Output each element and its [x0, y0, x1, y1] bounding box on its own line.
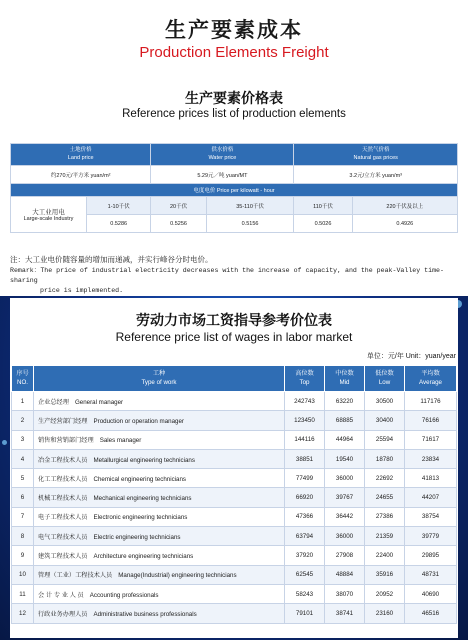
row-top: 79101: [285, 604, 325, 623]
row-number: 7: [12, 507, 34, 526]
row-number: 3: [12, 430, 34, 449]
land-price-header: 土地价格 Land price: [11, 144, 151, 166]
row-low: 27386: [365, 507, 405, 526]
row-type: [34, 604, 285, 623]
row-mid: 36000: [325, 527, 365, 546]
type-cn: 会 计 专 业 人 员: [38, 591, 84, 599]
row-avg: 23834: [405, 449, 457, 468]
row-low: 20952: [365, 584, 405, 603]
row-type: [34, 565, 285, 584]
row-number: 4: [12, 449, 34, 468]
row-top: 66920: [285, 488, 325, 507]
row-avg: 29895: [405, 546, 457, 565]
type-cn: 建筑工程技术人员: [38, 553, 88, 561]
row-type: [34, 449, 285, 468]
table-row: [12, 488, 457, 507]
table-row: [12, 449, 457, 468]
row-avg: 39779: [405, 527, 457, 546]
row-low: 22692: [365, 469, 405, 488]
row-type: [34, 411, 285, 430]
note-en-line1: Remark：The price of industrial electricity decreases with the increase of capacity, and the peak-Valley time-sharing: [10, 267, 444, 285]
row-top: 58243: [285, 584, 325, 603]
row-mid: 19540: [325, 449, 365, 468]
tier-label: 35-110千伏: [206, 197, 294, 215]
type-cn: 电气工程技术人员: [38, 533, 88, 541]
type-en: General manager: [74, 398, 124, 406]
row-mid: 63220: [325, 392, 365, 411]
wages-unit: 单位：元/年 Unit：yuan/year: [366, 353, 456, 360]
note-en-line2: price is implemented.: [40, 287, 124, 295]
row-low: 25594: [365, 430, 405, 449]
row-avg: 76166: [405, 411, 457, 430]
row-top: 144116: [285, 430, 325, 449]
row-type: [34, 392, 285, 411]
type-en: Accounting professionals: [89, 591, 159, 599]
type-en: Manage(Industrial) engineering technicians: [118, 572, 237, 580]
row-number: 8: [12, 527, 34, 546]
table-row: [12, 411, 457, 430]
page-subtitle: Production Elements Freight: [139, 44, 329, 61]
page-title: 生产要素成本: [165, 18, 303, 42]
row-top: 242743: [285, 392, 325, 411]
electric-price-header: 电度电价 Price per kilowatt - hour: [11, 184, 458, 197]
row-number: 11: [12, 584, 34, 603]
row-number: 10: [12, 565, 34, 584]
col-type: 工种 Type of work: [34, 366, 285, 392]
table-row: [12, 546, 457, 565]
row-low: 30500: [365, 392, 405, 411]
row-mid: 39767: [325, 488, 365, 507]
wages-table-body: [12, 392, 457, 624]
row-mid: 48884: [325, 565, 365, 584]
row-mid: 44964: [325, 430, 365, 449]
decorative-dot: [2, 440, 7, 445]
gas-price-header: 天然气价格 Natural gas prices: [294, 144, 458, 166]
row-avg: 41813: [405, 469, 457, 488]
type-cn: 企业总经理: [38, 398, 69, 406]
tier-label: 20千伏: [151, 197, 206, 215]
row-type: [34, 488, 285, 507]
row-type: [34, 546, 285, 565]
tier-label: 220千伏及以上: [352, 197, 457, 215]
water-price-header: 供水价格 Water price: [151, 144, 294, 166]
wages-table: [11, 365, 457, 624]
col-avg: 平均数 Average: [405, 366, 457, 392]
tier-label: 110千伏: [294, 197, 352, 215]
table-row: [12, 507, 457, 526]
row-number: 5: [12, 469, 34, 488]
row-low: 30400: [365, 411, 405, 430]
land-price-value: 约270元/平方米 yuan/m²: [11, 166, 151, 184]
row-low: 22400: [365, 546, 405, 565]
row-mid: 36442: [325, 507, 365, 526]
production-prices-table: [10, 143, 458, 233]
note-cn: 注：大工业电价随容量的增加而递减，并实行峰谷分时电价。: [10, 255, 213, 264]
type-en: Electric engineering technicians: [93, 533, 181, 541]
row-avg: 117176: [405, 392, 457, 411]
row-number: 12: [12, 604, 34, 623]
row-type: [34, 469, 285, 488]
row-number: 9: [12, 546, 34, 565]
row-mid: 36000: [325, 469, 365, 488]
type-cn: 生产经营部门经理: [38, 417, 88, 425]
type-en: Chemical engineering technicians: [93, 475, 187, 483]
type-en: Sales manager: [99, 437, 142, 445]
prices-subtitle: Reference prices list of production elements: [122, 108, 346, 120]
row-avg: 44207: [405, 488, 457, 507]
type-en: Mechanical engineering technicians: [93, 495, 192, 503]
row-top: 123450: [285, 411, 325, 430]
row-type: [34, 507, 285, 526]
col-no: 序号 NO.: [12, 366, 34, 392]
row-number: 2: [12, 411, 34, 430]
table-row: [12, 565, 457, 584]
type-en: Electronic engineering technicians: [93, 514, 188, 522]
row-avg: 46516: [405, 604, 457, 623]
tier-value: 0.5026: [294, 215, 352, 233]
row-avg: 40690: [405, 584, 457, 603]
tier-value: 0.5156: [206, 215, 294, 233]
type-cn: 冶金工程技术人员: [38, 456, 88, 464]
tier-value: 0.5286: [87, 215, 151, 233]
row-top: 63794: [285, 527, 325, 546]
row-type: [34, 527, 285, 546]
prices-title: 生产要素价格表: [185, 91, 283, 107]
type-cn: 行政业务办理人员: [38, 610, 88, 618]
table-row: [12, 584, 457, 603]
electric-user-cell: 大工业用电 Large-scale Industry: [11, 197, 87, 233]
table-row: [12, 430, 457, 449]
type-en: Administrative business professionals: [93, 610, 197, 618]
row-type: [34, 584, 285, 603]
row-mid: 27908: [325, 546, 365, 565]
water-price-value: 5.29元／吨 yuan/MT: [151, 166, 294, 184]
row-number: 6: [12, 488, 34, 507]
row-top: 62545: [285, 565, 325, 584]
row-avg: 71617: [405, 430, 457, 449]
row-type: [34, 430, 285, 449]
row-top: 37920: [285, 546, 325, 565]
gas-price-value: 3.2元/立方米 yuan/m³: [294, 166, 458, 184]
wages-title: 劳动力市场工资指导参考价位表: [136, 313, 332, 329]
type-cn: 管理（工业）工程技术人员: [38, 572, 113, 580]
row-mid: 38741: [325, 604, 365, 623]
row-low: 18780: [365, 449, 405, 468]
row-mid: 38070: [325, 584, 365, 603]
type-cn: 化工工程技术人员: [38, 475, 88, 483]
row-number: 1: [12, 392, 34, 411]
row-top: 38851: [285, 449, 325, 468]
row-top: 47366: [285, 507, 325, 526]
wages-subtitle: Reference price list of wages in labor market: [115, 330, 353, 344]
col-mid: 中位数 Mid: [325, 366, 365, 392]
table-row: [12, 604, 457, 623]
row-avg: 48731: [405, 565, 457, 584]
row-top: 77499: [285, 469, 325, 488]
tier-label: 1-10千伏: [87, 197, 151, 215]
row-low: 24655: [365, 488, 405, 507]
type-cn: 电子工程技术人员: [38, 514, 88, 522]
type-en: Production or operation manager: [93, 417, 184, 425]
tier-value: 0.4926: [352, 215, 457, 233]
row-low: 35916: [365, 565, 405, 584]
row-avg: 38754: [405, 507, 457, 526]
col-low: 低位数 Low: [365, 366, 405, 392]
type-cn: 机械工程技术人员: [38, 495, 88, 503]
tier-value: 0.5256: [151, 215, 206, 233]
col-top: 高位数 Top: [285, 366, 325, 392]
table-row: [12, 469, 457, 488]
row-low: 23160: [365, 604, 405, 623]
row-low: 21359: [365, 527, 405, 546]
type-en: Metallurgical engineering technicians: [93, 456, 195, 464]
type-en: Architecture engineering technicians: [93, 553, 194, 561]
note-en: [10, 266, 460, 297]
type-cn: 销售和营销部门经理: [38, 437, 94, 445]
row-mid: 68885: [325, 411, 365, 430]
table-row: [12, 527, 457, 546]
table-row: [12, 392, 457, 411]
